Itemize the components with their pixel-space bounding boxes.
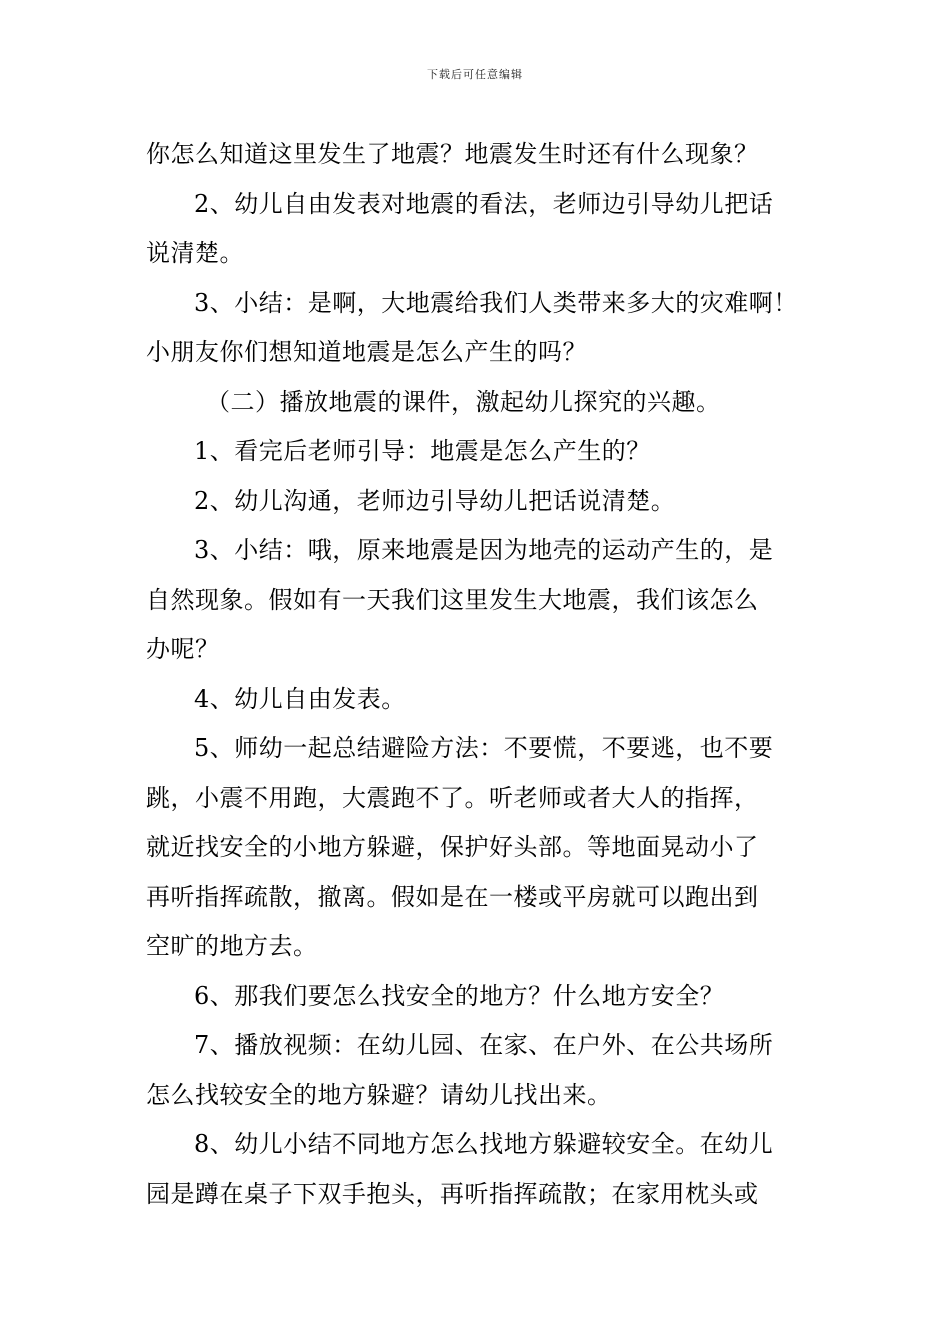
section-heading: （二）播放地震的课件，激起幼儿探究的兴趣。	[206, 387, 721, 416]
text-line: 就近找安全的小地方躲避，保护好头部。等地面晃动小了	[146, 833, 759, 861]
text-line: 你怎么知道这里发生了地震？地震发生时还有什么现象？	[146, 140, 759, 168]
text-line: 跳，小震不用跑，大震跑不了。听老师或者大人的指挥，	[146, 783, 759, 812]
document-body	[146, 130, 816, 1219]
text-line: 3、小结：是啊，大地震给我们人类带来多大的灾难啊！	[194, 288, 798, 317]
text-line: 6、那我们要怎么找安全的地方？什么地方安全？	[194, 981, 725, 1010]
text-line: 空旷的地方去。	[146, 932, 318, 960]
page-header: 下载后可任意编辑	[427, 68, 523, 81]
text-line: 5、师幼一起总结避险方法：不要慌，不要逃，也不要	[194, 734, 774, 762]
text-line: 1、看完后老师引导：地震是怎么产生的？	[194, 437, 651, 465]
text-line: 自然现象。假如有一天我们这里发生大地震，我们该怎么	[146, 585, 759, 614]
text-line: 园是蹲在桌子下双手抱头，再听指挥疏散；在家用枕头或	[146, 1179, 759, 1208]
text-line: 4、幼儿自由发表。	[194, 684, 406, 713]
text-line: 2、幼儿自由发表对地震的看法，老师边引导幼儿把话	[194, 189, 774, 218]
text-line: 7、播放视频：在幼儿园、在家、在户外、在公共场所	[194, 1031, 774, 1059]
text-line: 说清楚。	[146, 239, 244, 267]
text-line: 小朋友你们想知道地震是怎么产生的吗？	[146, 338, 587, 366]
text-line: 2、幼儿沟通，老师边引导幼儿把话说清楚。	[194, 486, 676, 515]
text-line: 8、幼儿小结不同地方怎么找地方躲避较安全。在幼儿	[194, 1130, 774, 1158]
text-line: 再听指挥疏散，撤离。假如是在一楼或平房就可以跑出到	[146, 882, 759, 911]
text-line: 3、小结：哦，原来地震是因为地壳的运动产生的，是	[194, 536, 774, 564]
text-line: 办呢？	[146, 635, 220, 663]
text-line: 怎么找较安全的地方躲避？请幼儿找出来。	[146, 1080, 612, 1109]
